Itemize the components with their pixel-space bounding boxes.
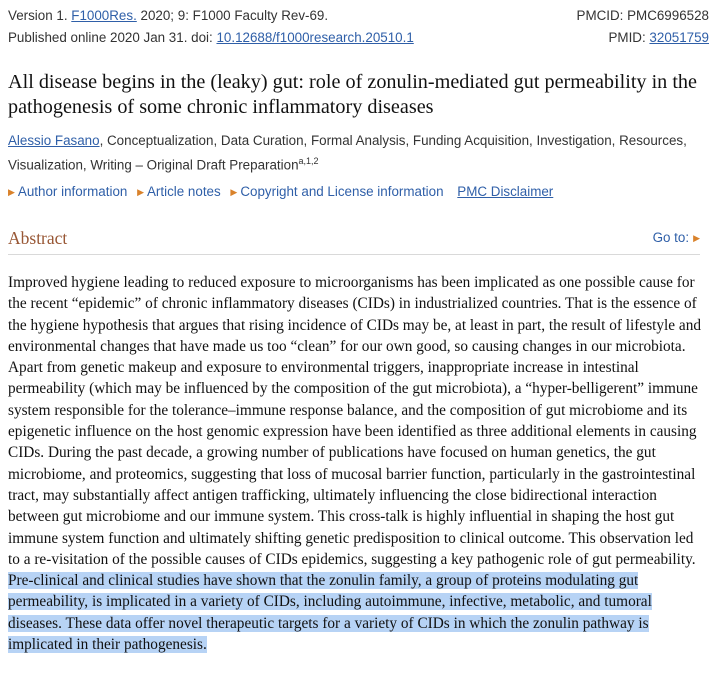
abstract-text: Improved hygiene leading to reduced exposure to microorganisms has been implicated as one possible cause for the recent “epidemic” of chronic inflammatory diseases (CIDs) in industrialized countries. That is the essence of the hygiene hypothesis that argues that rising incidence of CIDs may be, at least in part, the result of lifestyle and environmental changes that have made us too “clean” for our own good, so causing changes in our microbiota. Apart from genetic makeup and exposure to environmental triggers, inappropriate increase in intestinal permeability (which may be influenced by the composition of the gut microbiota), a “hyper-belligerent” immune system responsible for the tolerance–immune response balance, and the composition of gut microbiome and its epigenetic influence on the host genomic expression have been identified as three additional elements in causing CIDs. During the past decade, a growing number of publications have focused on human genetics, the gut microbiome, and proteomics, suggesting that loss of mucosal barrier function, particularly in the gastrointestinal tract, may substantially affect antigen trafficking, ultimately influencing the close bidirectional interaction between gut microbiome and our immune system. This cross-talk is highly influential in shaping the host gut immune system function and ultimately shifting genetic predisposition to clinical outcome. This observation led to a re-visitation of the possible causes of CIDs epidemics, suggesting a key pathogenic role of gut permeability. (8, 274, 701, 568)
version-text: Version 1. (8, 8, 72, 23)
journal-link[interactable]: F1000Res. (71, 8, 137, 23)
author-affiliation-sup[interactable]: a,1,2 (298, 156, 319, 166)
pmcid-text: PMCID: PMC6996528 (576, 8, 709, 23)
author-roles: , Conceptualization, Data Curation, Formal Analysis, Funding Acquisition, Investigation, Resources, Visualization, Writing – Original Draft Preparation (8, 133, 687, 173)
expand-triangle-icon: ▶ (230, 187, 238, 197)
pmc-disclaimer-link[interactable]: PMC Disclaimer (457, 184, 554, 199)
expand-triangle-icon: ▶ (8, 187, 15, 197)
tab-copyright-license[interactable]: ▶ Copyright and License information (230, 184, 444, 199)
pmid-link[interactable]: 32051759 (649, 30, 709, 45)
doi-link[interactable]: 10.12688/f1000research.20510.1 (216, 30, 414, 45)
goto-triangle-icon: ▶ (693, 233, 700, 243)
published-text: Published online 2020 Jan 31. doi: (8, 30, 217, 45)
citation-row (8, 8, 709, 23)
citation-text: 2020; 9: F1000 Faculty Rev-69. (136, 8, 329, 23)
author-link[interactable]: Alessio Fasano (8, 133, 100, 148)
goto-menu[interactable] (653, 230, 700, 245)
article-title: All disease begins in the (leaky) gut: role of zonulin-mediated gut permeability in the pathogenesis of some chronic inflammatory diseases (8, 71, 697, 118)
pmid-label: PMID: (608, 30, 650, 45)
article-info-tabs (8, 184, 553, 199)
tab-article-notes[interactable]: ▶ Article notes (137, 184, 221, 199)
highlighted-text: Pre-clinical and clinical studies have shown that the zonulin family, a group of proteins modulating gut permeability, is implicated in a variety of CIDs, including autoimmune, infective, metabolic, and tumoral diseases. These data offer novel therapeutic targets for a variety of CIDs in which the zonulin pathway is implicated in their pathogenesis. (8, 572, 652, 654)
pmid-group (609, 30, 710, 45)
tab-author-information[interactable]: ▶ Author information (8, 184, 128, 199)
abstract-body (8, 272, 708, 655)
published-row (8, 30, 709, 45)
expand-triangle-icon: ▶ (137, 187, 144, 197)
abstract-header (8, 226, 700, 255)
author-line (8, 130, 714, 175)
abstract-heading: Abstract (8, 228, 68, 248)
goto-label: Go to: (652, 230, 690, 245)
